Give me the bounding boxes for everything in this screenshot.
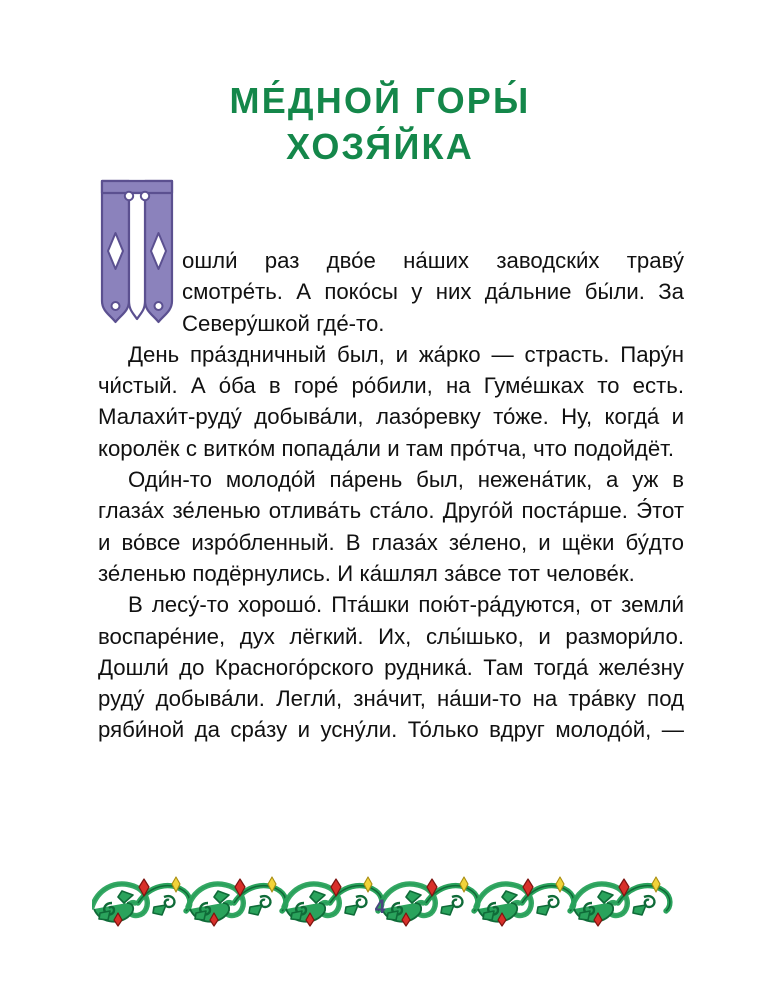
paragraph-1 <box>98 245 684 339</box>
paragraph-2: День пра́здничный был, и жа́рко — страсть. Пару́н чи́стый. А о́ба в горе́ ро́били, на Гуме́шках то есть. Малахи́т-руду́ добыва́ли, лазо́ревку то́же. Ну, когда́ и королёк с витко́м попада́ли и там про́тча, что подойдёт. <box>98 341 684 461</box>
page-title <box>0 78 760 170</box>
paragraph-3: Оди́н-то молодо́й па́рень был, нежена́тик, а уж в глаза́х зе́ленью отлива́ть ста́ло. Друго́й поста́рше. Э́тот и во́все изро́бленный. В глаза́х зе́лено, и щёки бу́дто зе́ленью подёрнулись. И ка́шлял за́все тот челове́к. <box>98 467 684 586</box>
page-number: 4 <box>374 897 386 918</box>
title-line-1: МЕ́ДНОЙ ГОРЫ́ <box>229 80 531 121</box>
dropcap-initial-p <box>98 245 176 333</box>
paragraph-4: В лесу́-то хорошо́. Пта́шки пою́т-ра́дуются, от земли́ воспаре́ние, дух лёгкий. Их, слы́шько, и размори́ло. Дошли́ до Красного́рского рудника́. Там тогда́ желе́зну руду́ добыва́ли. Легли́, зна́чит, на́ши-то на тра́вку под ряби́ной да сра́зу и усну́ли. То́лько вдруг молодо́й, — <box>98 592 684 743</box>
title-line-2: ХОЗЯ́ЙКА <box>286 126 474 167</box>
paragraph-1-text: ошли́ раз дво́е на́ших заводски́х траву́ смотре́ть. А поко́сы у них да́льние бы́ли. За Северу́шкой где́-то. <box>182 248 684 336</box>
body-text-column <box>98 245 684 777</box>
